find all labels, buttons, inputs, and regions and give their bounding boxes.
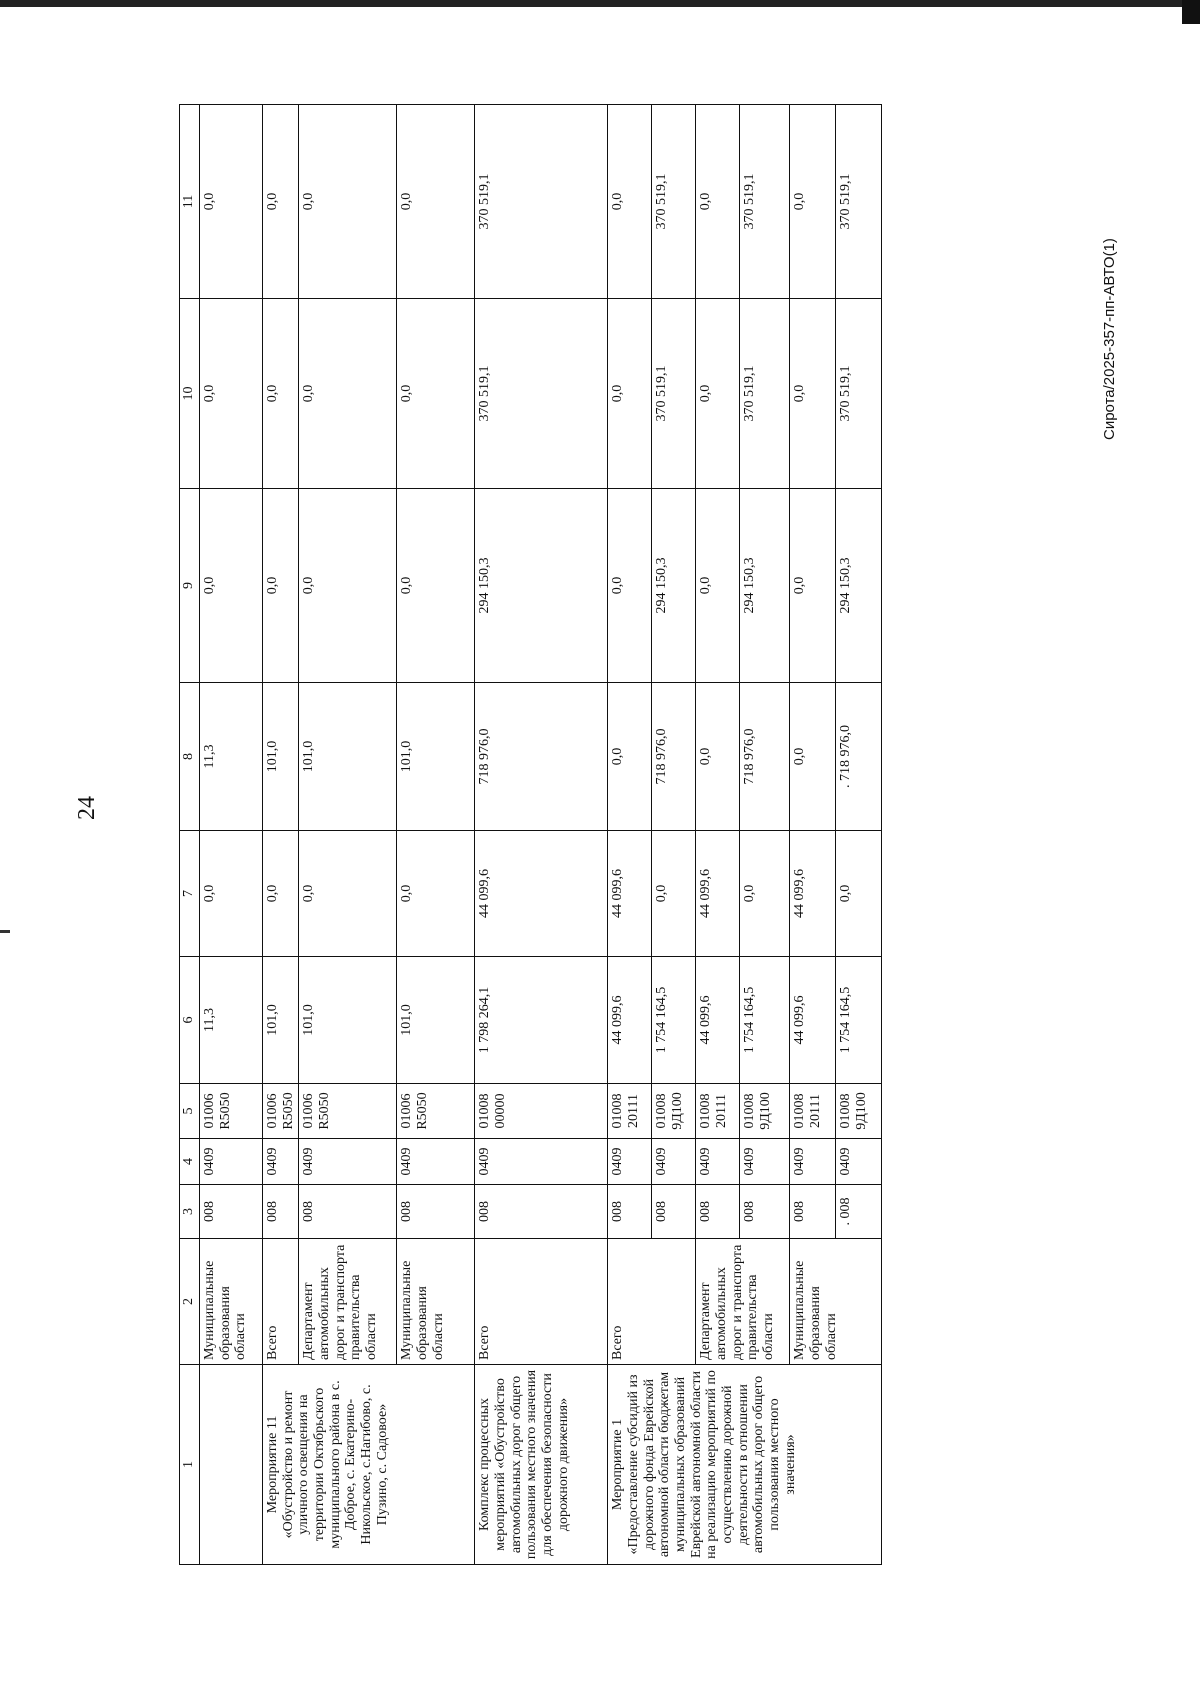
cell-code: 01006 R5050 (263, 1084, 299, 1139)
cell-code: 0409 (740, 1139, 790, 1185)
cell-value: 0,0 (200, 831, 263, 957)
cell-code: 01008 20111 (790, 1084, 836, 1139)
cell-code: 01008 20111 (696, 1084, 740, 1139)
cell-value: 44 099,6 (790, 957, 836, 1084)
cell-executor: Муниципальные образования области (200, 1239, 263, 1365)
cell-value: 0,0 (200, 299, 263, 489)
table-row (608, 105, 652, 1565)
header-cell: 11 (180, 105, 200, 299)
cell-value: 0,0 (652, 831, 696, 957)
cell-value: 101,0 (397, 683, 475, 831)
header-cell: 10 (180, 299, 200, 489)
cell-code: 01008 9Д100 (740, 1084, 790, 1139)
cell-value: 0,0 (790, 683, 836, 831)
cell-executor: Муниципальные образования области (790, 1239, 882, 1365)
cell-value: 0,0 (397, 831, 475, 957)
cell-value: 0,0 (299, 299, 397, 489)
cell-value: 294 150,3 (652, 489, 696, 683)
cell-code: 01008 20111 (608, 1084, 652, 1139)
cell-code: 01008 9Д100 (836, 1084, 882, 1139)
cell-empty (200, 1365, 263, 1565)
cell-code: 008 (475, 1185, 608, 1239)
cell-value: 101,0 (263, 957, 299, 1084)
cell-value: 0,0 (790, 105, 836, 299)
cell-value: . 718 976,0 (836, 683, 882, 831)
cell-measure: Мероприятие 11 «Обустройство и ремонт уличного освещения на территории Октябрьского муниципального района в с. Доброе, с. Екатерино-Никольское, с.Нагибово, с. Пузино, с. Садовое» (263, 1365, 475, 1565)
cell-value: 370 519,1 (652, 105, 696, 299)
cell-code: 008 (740, 1185, 790, 1239)
cell-executor: Всего (475, 1239, 608, 1365)
cell-code: 01006 R5050 (200, 1084, 263, 1139)
cell-code: 0409 (397, 1139, 475, 1185)
cell-code: 008 (200, 1185, 263, 1239)
table-row (475, 105, 608, 1565)
cell-value: 0,0 (740, 831, 790, 957)
cell-value: 101,0 (263, 683, 299, 831)
cell-value: 44 099,6 (696, 957, 740, 1084)
cell-measure: Комплекс процессных мероприятий «Обустройство автомобильных дорог общего пользования местного значения для обеспечения безопасности дорожного движения» (475, 1365, 608, 1565)
cell-value: 44 099,6 (475, 831, 608, 957)
cell-value: 718 976,0 (475, 683, 608, 831)
cell-code: 0409 (836, 1139, 882, 1185)
cell-value: 0,0 (608, 683, 652, 831)
header-cell: 4 (180, 1139, 200, 1185)
header-cell: 3 (180, 1185, 200, 1239)
cell-value: 44 099,6 (790, 831, 836, 957)
cell-value: 0,0 (790, 489, 836, 683)
cell-code: 01006 R5050 (299, 1084, 397, 1139)
cell-value: 370 519,1 (740, 105, 790, 299)
cell-code: 008 (696, 1185, 740, 1239)
header-cell: 9 (180, 489, 200, 683)
cell-code: . 008 (836, 1185, 882, 1239)
cell-value: 101,0 (299, 683, 397, 831)
cell-code: 0409 (299, 1139, 397, 1185)
cell-executor: Департамент автомобильных дорог и транспорта правительства области (299, 1239, 397, 1365)
cell-value: 101,0 (397, 957, 475, 1084)
cell-value: 370 519,1 (652, 299, 696, 489)
cell-value: 1 754 164,5 (836, 957, 882, 1084)
cell-value: 0,0 (836, 831, 882, 957)
page-number: 24 (74, 796, 100, 820)
cell-executor: Всего (263, 1239, 299, 1365)
cell-value: 0,0 (608, 299, 652, 489)
table-row (397, 105, 475, 1565)
cell-value: 0,0 (608, 105, 652, 299)
cell-value: 0,0 (696, 105, 740, 299)
cell-executor: Муниципальные образования области (397, 1239, 475, 1365)
header-cell: 8 (180, 683, 200, 831)
table-row (299, 105, 397, 1565)
cell-value: 44 099,6 (696, 831, 740, 957)
cell-code: 01008 00000 (475, 1084, 608, 1139)
header-cell: 2 (180, 1239, 200, 1365)
cell-value: 11,3 (200, 957, 263, 1084)
cell-code: 0409 (652, 1139, 696, 1185)
cell-value: 370 519,1 (836, 105, 882, 299)
cell-code: 0409 (790, 1139, 836, 1185)
cell-value: 718 976,0 (740, 683, 790, 831)
cell-value: 0,0 (263, 299, 299, 489)
cell-value: 0,0 (696, 683, 740, 831)
header-row (180, 105, 200, 1565)
cell-code: 008 (263, 1185, 299, 1239)
cell-value: 0,0 (397, 489, 475, 683)
table-row (200, 105, 263, 1565)
cell-value: 101,0 (299, 957, 397, 1084)
cell-executor: Всего (608, 1239, 696, 1365)
footer-code: Сирота/2025-357-пп-АВТО(1) (1101, 238, 1118, 440)
cell-value: 370 519,1 (740, 299, 790, 489)
cell-value: 0,0 (696, 299, 740, 489)
cell-value: 370 519,1 (475, 105, 608, 299)
cell-value: 1 754 164,5 (652, 957, 696, 1084)
cell-value: 0,0 (263, 489, 299, 683)
cell-value: 44 099,6 (608, 831, 652, 957)
cell-code: 0409 (475, 1139, 608, 1185)
cell-value: 718 976,0 (652, 683, 696, 831)
cell-value: 11,3 (200, 683, 263, 831)
cell-code: 008 (299, 1185, 397, 1239)
cell-code: 008 (397, 1185, 475, 1239)
header-cell: 7 (180, 831, 200, 957)
cell-value: 0,0 (200, 489, 263, 683)
cell-value: 1 754 164,5 (740, 957, 790, 1084)
cell-value: 44 099,6 (608, 957, 652, 1084)
table-row (263, 105, 299, 1565)
cell-code: 0409 (200, 1139, 263, 1185)
cell-value: 0,0 (696, 489, 740, 683)
cell-value: 1 798 264,1 (475, 957, 608, 1084)
cell-code: 0409 (608, 1139, 652, 1185)
header-cell: 1 (180, 1365, 200, 1565)
cell-value: 294 150,3 (836, 489, 882, 683)
cell-code: 0409 (696, 1139, 740, 1185)
cell-code: 008 (790, 1185, 836, 1239)
cell-value: 0,0 (299, 489, 397, 683)
table-row (790, 105, 836, 1565)
cell-measure: Мероприятие 1 «Предоставление субсидий из дорожного фонда Еврейской автономной области бюджетам муниципальных образований Еврейской автономной области на реализацию мероприятий по осуществлению дорожной деятельности в отношении автомобильных дорог общего пользования местного значения» (608, 1365, 882, 1565)
cell-value: 0,0 (299, 105, 397, 299)
cell-value: 370 519,1 (836, 299, 882, 489)
cell-value: 0,0 (790, 299, 836, 489)
cell-value: 294 150,3 (475, 489, 608, 683)
header-cell: 6 (180, 957, 200, 1084)
cell-value: 294 150,3 (740, 489, 790, 683)
scan-edge-right (1182, 0, 1200, 24)
cell-value: 0,0 (608, 489, 652, 683)
rotated-table-wrapper (179, 105, 975, 1565)
cell-code: 0409 (263, 1139, 299, 1185)
budget-table (179, 104, 882, 1565)
cell-value: 0,0 (299, 831, 397, 957)
cell-code: 01008 9Д100 (652, 1084, 696, 1139)
header-cell: 5 (180, 1084, 200, 1139)
scan-edge-top (0, 0, 1200, 7)
cell-value: 370 519,1 (475, 299, 608, 489)
cell-code: 008 (608, 1185, 652, 1239)
table-row (696, 105, 740, 1565)
cell-value: 0,0 (263, 105, 299, 299)
cell-executor: Департамент автомобильных дорог и транспорта правительства области (696, 1239, 790, 1365)
scan-mark (0, 930, 10, 933)
cell-code: 008 (652, 1185, 696, 1239)
cell-value: 0,0 (397, 105, 475, 299)
cell-value: 0,0 (397, 299, 475, 489)
cell-code: 01006 R5050 (397, 1084, 475, 1139)
cell-value: 0,0 (200, 105, 263, 299)
cell-value: 0,0 (263, 831, 299, 957)
